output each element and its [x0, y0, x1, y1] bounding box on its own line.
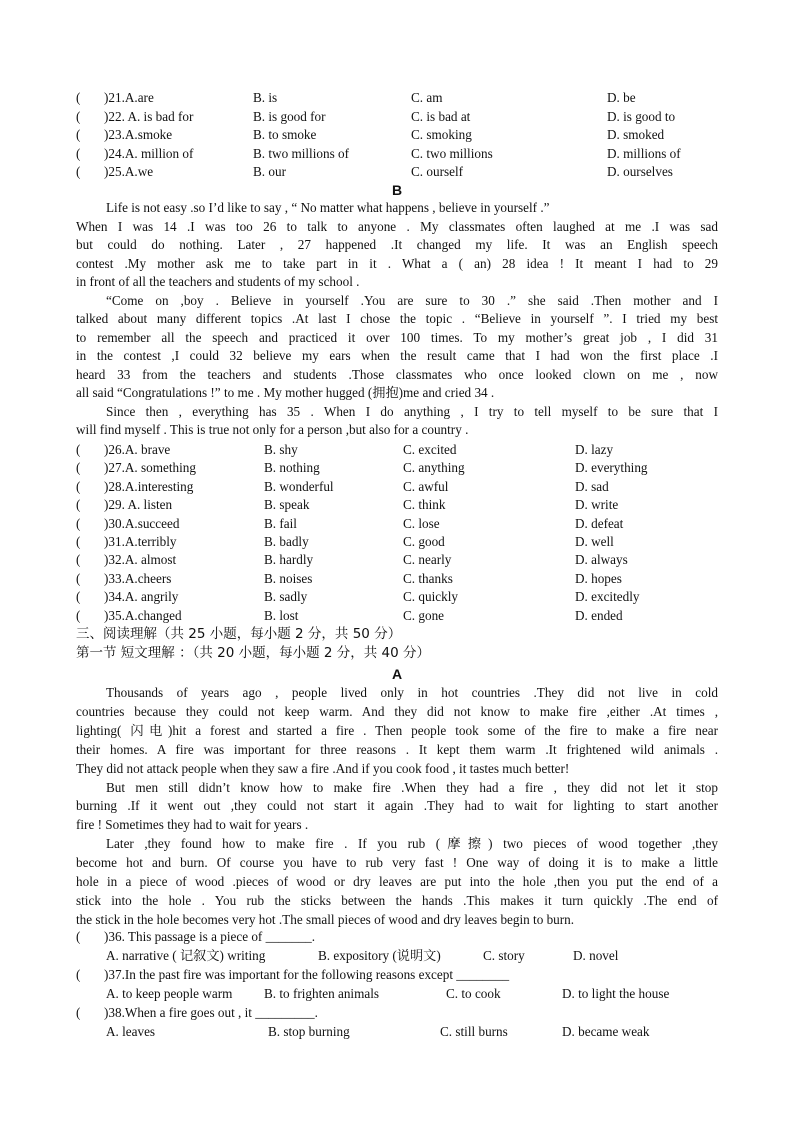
question-row [0, 607, 794, 625]
option-c: C. thanks [403, 570, 453, 586]
option-c: C. nearly [403, 552, 452, 568]
option-c: C. lose [403, 515, 440, 531]
question-row [0, 126, 794, 144]
question-row [0, 145, 794, 163]
option-b: B. speak [264, 497, 310, 513]
option-c: C. ourself [411, 164, 464, 179]
passage-line: talked about many different topics .At last I chose the topic . “Believe in yourself ”. I tried my best [76, 311, 718, 326]
passage-line: Since then , everything has 35 . When I do anything , I try to tell myself to be sure that I [106, 403, 718, 419]
passage-line: the stick in the hole becomes very hot .The small pieces of wood and dry leaves begin to burn. [76, 911, 575, 927]
option-b: B. sadly [264, 589, 308, 605]
answer-bracket: ( [76, 1005, 81, 1020]
passage-line: but could do nothing. Later , 27 happened .It changed my life. It was an English speech [76, 237, 718, 252]
question-row [0, 459, 794, 477]
option-c: C. think [403, 497, 446, 513]
answer-bracket: ( [76, 534, 81, 549]
option-d: D. hopes [575, 570, 622, 586]
question-row [0, 515, 794, 533]
option-c: C. quickly [403, 589, 458, 605]
option-a: )32.A. almost [104, 552, 177, 568]
passage-line: When I was 14 .I was too 26 to talk to anyone . My classmates often laughed at me .I was sad [76, 218, 718, 234]
option-d: D. well [575, 534, 614, 549]
answer-bracket: ( [76, 90, 81, 105]
question-row [0, 478, 794, 496]
option-a: A. leaves [106, 1024, 156, 1039]
passage-line: Thousands of years ago , people lived only in hot countries .They did not live in cold [106, 685, 718, 700]
option-b: B. two millions of [253, 145, 349, 161]
passage-line: will find myself . This is true not only for a person ,but also for a country . [76, 422, 469, 437]
passage-line: Later ,they found how to make fire . If you rub (摩擦) two pieces of wood together ,they [106, 836, 718, 852]
option-a: )30.A.succeed [104, 515, 180, 531]
option-d: D. smoked [607, 127, 665, 142]
passage-line: hole in a piece of wood .pieces of wood or dry leaves are put into the hole ,then you put the end of a [76, 874, 718, 889]
passage-line: all said “Congratulations !” to me . My mother hugged (拥抱)me and cried 34 . [76, 385, 495, 400]
question-row [0, 89, 794, 107]
question-row [0, 108, 794, 126]
question-row [0, 441, 794, 459]
answer-bracket: ( [76, 442, 81, 457]
option-b: B. is good for [253, 108, 326, 124]
passage-line: “Come on ,boy . Believe in yourself .You are sure to 30 .” she said .Then mother and I [106, 292, 718, 308]
option-b: B. stop burning [268, 1024, 350, 1039]
option-d: D. write [575, 497, 619, 513]
answer-bracket: ( [76, 929, 81, 944]
option-a: )28.A.interesting [104, 478, 194, 494]
section-3-subtitle: 第一节 短文理解 ：（共 20 小题，每小题 2 分，共 40 分） [76, 645, 431, 661]
option-b: B. to smoke [253, 127, 317, 142]
question-row [0, 588, 794, 606]
question-row [0, 1004, 794, 1022]
question-row [0, 966, 794, 984]
option-a: )24.A. million of [104, 145, 194, 161]
option-b: B. fail [264, 515, 297, 531]
passage-line: in front of all the teachers and students of my school . [76, 274, 360, 289]
option-b: B. wonderful [264, 478, 334, 494]
answer-bracket: ( [76, 515, 81, 531]
option-b: B. shy [264, 442, 298, 457]
answer-bracket: ( [76, 478, 81, 494]
option-a: )25.A.we [104, 164, 154, 179]
option-c: C. excited [403, 442, 457, 457]
option-b: B. lost [264, 607, 299, 623]
option-b: B. expository (说明文) [318, 948, 441, 963]
option-a: )33.A.cheers [104, 570, 172, 586]
option-d: D. lazy [575, 442, 614, 457]
option-b: B. our [253, 164, 286, 179]
passage-line: stick into the hole . You rub the sticks between the hands .This makes it turn quickly .The end of [76, 892, 718, 908]
option-d: D. always [575, 552, 628, 568]
option-d: D. ended [575, 607, 623, 623]
option-c: C. smoking [411, 127, 472, 142]
options-row [0, 1023, 794, 1041]
option-c: C. am [411, 90, 443, 105]
option-c: C. two millions [411, 145, 493, 161]
question-row [0, 163, 794, 181]
passage-a-heading: A [391, 666, 403, 682]
option-c: C. anything [403, 460, 465, 476]
question-text: )37.In the past fire was important for the following reasons except ________ [104, 967, 510, 982]
option-d: D. defeat [575, 515, 624, 531]
option-c: C. awful [403, 478, 449, 494]
passage-line: Life is not easy .so I’d like to say , “ No matter what happens , believe in yourself .” [106, 200, 550, 215]
option-c: C. good [403, 534, 445, 549]
option-d: D. everything [575, 460, 648, 476]
passage-line: in the contest ,I could 32 believe my ears when the result came that I had won the first place .I [76, 348, 718, 363]
question-row [0, 570, 794, 588]
passage-line: to remember all the speech and practiced it over 100 times. To my mother’s great job , I did 31 [76, 329, 718, 345]
option-d: D. novel [573, 948, 619, 963]
options-row [0, 947, 794, 965]
option-a: A. narrative ( 记叙文) writing [106, 948, 266, 963]
section-3-title: 三、阅读理解（共 25 小题，每小题 2 分，共 50 分） [76, 626, 402, 642]
question-text: )38.When a fire goes out , it _________. [104, 1005, 318, 1020]
question-row [0, 928, 794, 946]
answer-bracket: ( [76, 607, 81, 623]
answer-bracket: ( [76, 127, 81, 142]
options-row [0, 985, 794, 1003]
option-b: B. nothing [264, 460, 320, 476]
option-d: D. excitedly [575, 589, 640, 605]
option-a: )22. A. is bad for [104, 108, 194, 124]
option-a: )26.A. brave [104, 442, 171, 457]
answer-bracket: ( [76, 967, 81, 982]
option-a: )31.A.terribly [104, 534, 177, 549]
answer-bracket: ( [76, 108, 81, 124]
answer-bracket: ( [76, 145, 81, 161]
option-b: B. badly [264, 534, 309, 549]
option-a: )21.A.are [104, 90, 154, 105]
option-b: B. hardly [264, 552, 314, 568]
passage-line: their homes. A fire was important for three reasons . It kept them warm .It frightened wild animals . [76, 741, 718, 757]
question-row [0, 533, 794, 551]
option-d: D. sad [575, 478, 609, 494]
option-d: D. be [607, 90, 636, 105]
passage-line: They did not attack people when they saw a fire .And if you cook food , it tastes much better! [76, 760, 570, 776]
passage-b-heading: B [391, 182, 403, 198]
option-d: D. to light the house [562, 986, 670, 1001]
answer-bracket: ( [76, 460, 81, 476]
option-c: C. story [483, 948, 525, 963]
option-a: )35.A.changed [104, 607, 182, 623]
passage-line: countries because they could not keep warm. And they did not know to make fire ,either .At times , [76, 703, 718, 719]
option-d: D. became weak [562, 1024, 650, 1039]
option-c: C. is bad at [411, 108, 471, 124]
passage-line: fire ! Sometimes they had to wait for years . [76, 817, 309, 833]
question-row [0, 551, 794, 569]
option-a: )27.A. something [104, 460, 196, 476]
option-b: B. noises [264, 570, 313, 586]
option-b: B. to frighten animals [264, 986, 380, 1001]
answer-bracket: ( [76, 497, 81, 513]
option-d: D. is good to [607, 108, 676, 124]
answer-bracket: ( [76, 552, 81, 568]
question-text: )36. This passage is a piece of _______. [104, 929, 316, 944]
answer-bracket: ( [76, 570, 81, 586]
passage-line: lighting( 闪电)hit a forest and started a fire . Then people took some of the fire to make a fire near [76, 722, 718, 738]
passage-line: contest .My mother ask me to take part in it . What a ( an) 28 idea ! It meant I had to 29 [76, 255, 718, 271]
option-b: B. is [253, 90, 278, 105]
answer-bracket: ( [76, 164, 81, 179]
passage-line: become hot and burn. Of course you have to rub very fast ! One way of doing it is to make a little [76, 855, 718, 871]
option-a: )29. A. listen [104, 497, 173, 513]
option-d: D. millions of [607, 145, 681, 161]
question-row [0, 496, 794, 514]
option-a: A. to keep people warm [106, 986, 233, 1001]
answer-bracket: ( [76, 589, 81, 605]
option-a: )23.A.smoke [104, 127, 173, 142]
passage-line: burning .If it went out ,they could not start it again .They had to wait for lighting to start another [76, 798, 718, 814]
passage-line: heard 33 from the teachers and students .Those classmates who once looked clown on me , now [76, 366, 718, 382]
option-c: C. gone [403, 607, 445, 623]
option-d: D. ourselves [607, 164, 673, 179]
option-a: )34.A. angrily [104, 589, 179, 605]
option-c: C. to cook [446, 986, 501, 1001]
option-c: C. still burns [440, 1024, 508, 1039]
passage-line: But men still didn’t know how to make fire .When they had a fire , they did not let it stop [106, 779, 718, 795]
